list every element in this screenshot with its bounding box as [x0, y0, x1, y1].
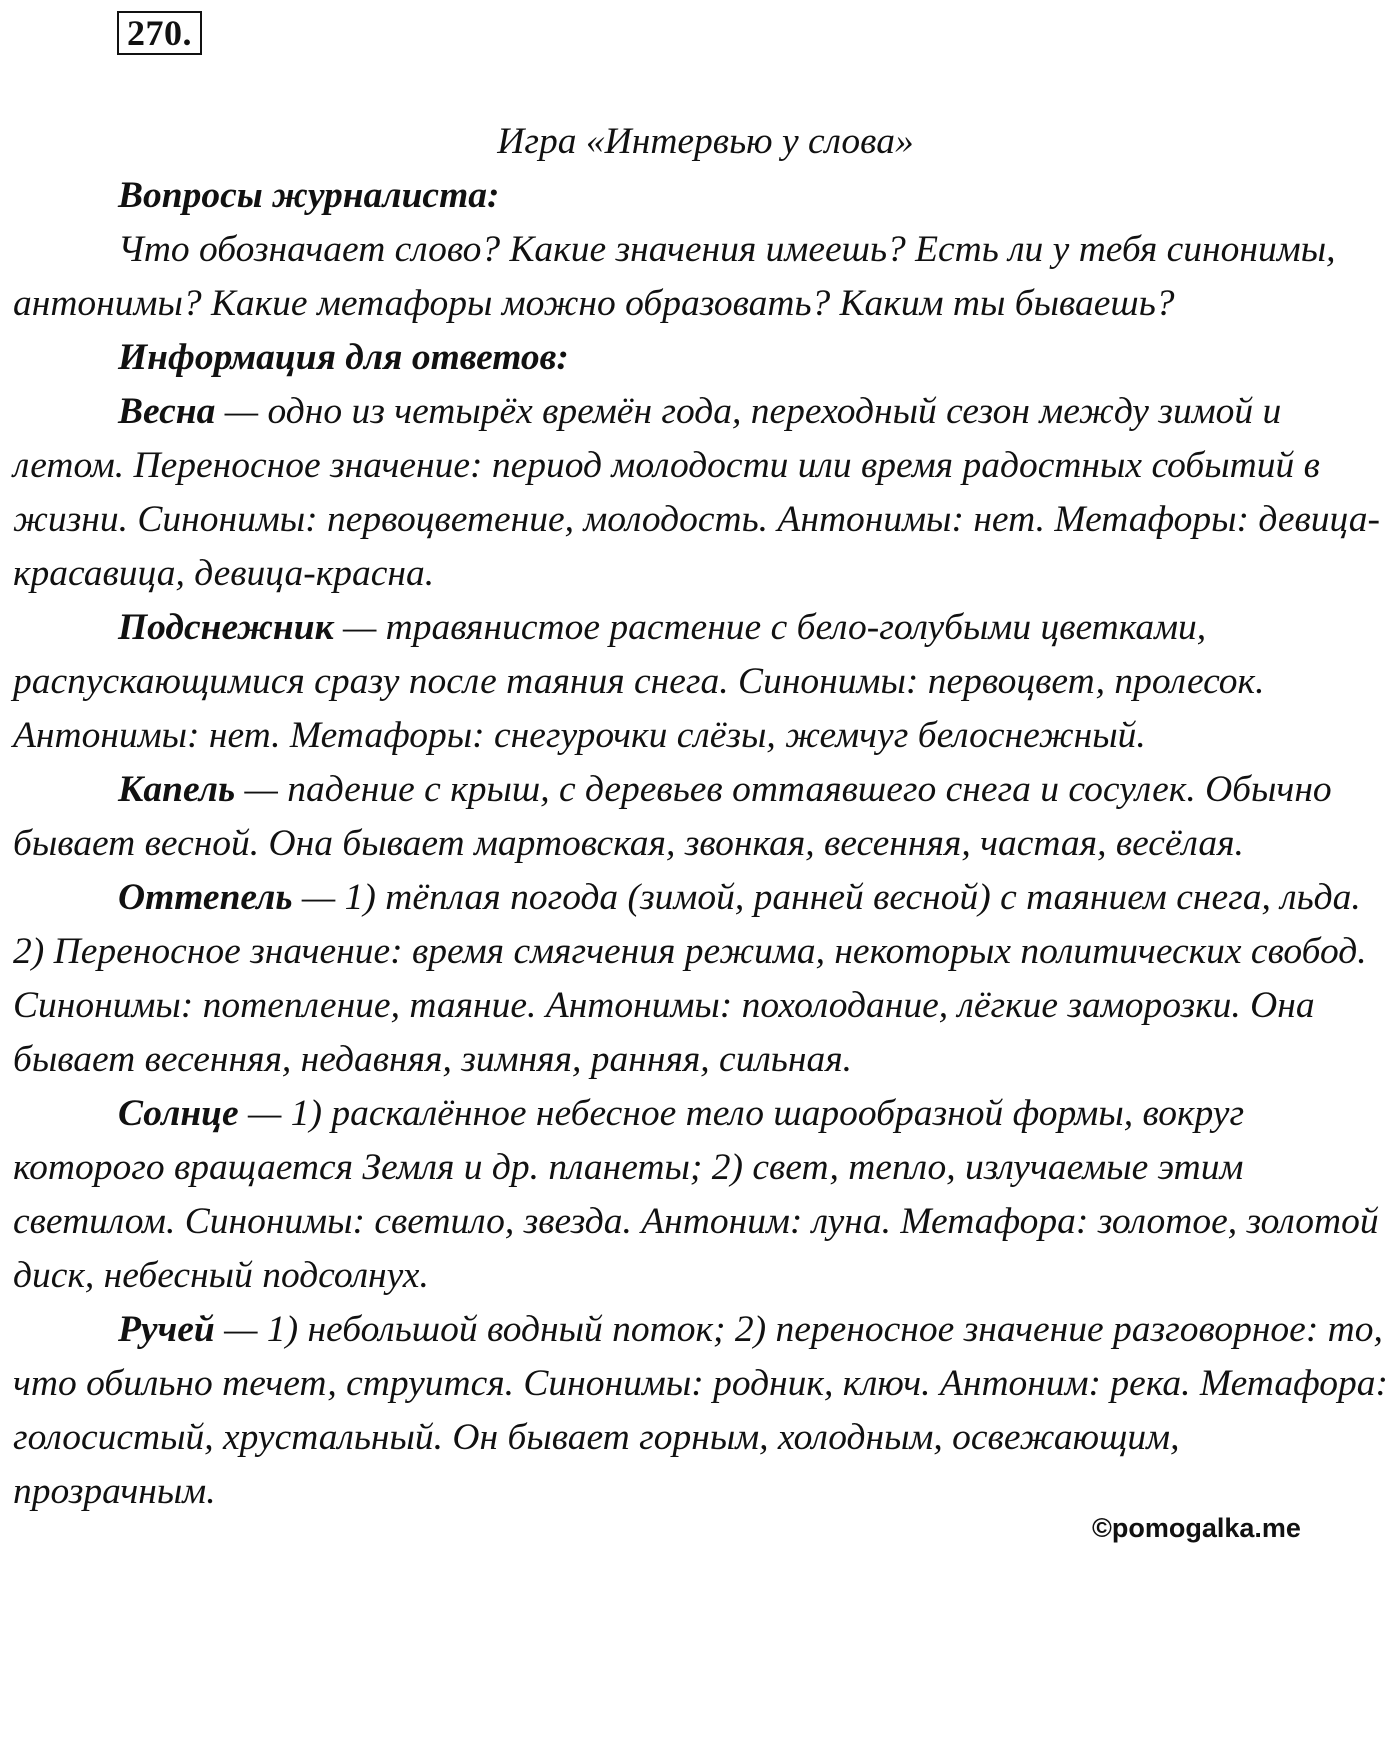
- entry-podsnezhnik: [13, 601, 1388, 763]
- site-watermark: ©pomogalka.me: [1088, 1513, 1305, 1543]
- entry-term: Подснежник: [118, 607, 334, 648]
- entry-term: Оттепель: [118, 877, 293, 918]
- entry-term: Капель: [118, 769, 236, 810]
- entry-definition: — травянистое растение с бело-голубыми цветками, распускающимися сразу после таяния снега. Синонимы: первоцвет, пролесок. Антонимы: нет. Метафоры: снегурочки слёзы, жемчуг белоснежный.: [13, 607, 1265, 756]
- entry-definition: — падение с крыш, с деревьев оттаявшего снега и сосулек. Обычно бывает весной. Она бывает мартовская, звонкая, весенняя, частая, весёлая.: [13, 769, 1332, 864]
- journalist-questions-text: Что обозначает слово? Какие значения имеешь? Есть ли у тебя синонимы, антонимы? Какие метафоры можно образовать? Каким ты бываешь?: [13, 229, 1336, 324]
- entry-term: Весна: [118, 391, 216, 432]
- entry-definition: — 1) раскалённое небесное тело шарообразной формы, вокруг которого вращается Земля и др. планеты; 2) свет, тепло, излучаемые этим светилом. Синонимы: светило, звезда. Антоним: луна. Метафора: золотое, золотой диск, небесный подсолнух.: [13, 1093, 1379, 1296]
- entry-term: Ручей: [118, 1309, 215, 1350]
- entry-definition: — 1) тёплая погода (зимой, ранней весной) с таянием снега, льда. 2) Переносное значение: время смягчения режима, некоторых политических свобод. Синонимы: потепление, таяние. Антонимы: похолодание, лёгкие заморозки. Она бывает весенняя, недавняя, зимняя, ранняя, сильная.: [13, 877, 1367, 1080]
- task-number: 270.: [117, 11, 202, 55]
- journalist-questions-heading: Вопросы журналиста:: [118, 175, 500, 216]
- entry-definition: — одно из четырёх времён года, переходный сезон между зимой и летом. Переносное значение: период молодости или время радостных событий в жизни. Синонимы: первоцветение, молодость. Антонимы: нет. Метафоры: девица-красавица, девица-красна.: [13, 391, 1380, 594]
- entry-vesna: [13, 385, 1388, 601]
- entry-ottepel: [13, 871, 1388, 1087]
- entry-definition: — 1) небольшой водный поток; 2) переносное значение разговорное: то, что обильно течет, струится. Синонимы: родник, ключ. Антоним: река. Метафора: голосистый, хрустальный. Он бывает горным, холодным, освежающим, прозрачным.: [13, 1309, 1388, 1512]
- answers-heading: Информация для ответов:: [118, 337, 569, 378]
- game-title: Игра «Интервью у слова»: [497, 121, 914, 162]
- answer-text: [13, 115, 1388, 1519]
- entry-solntse: [13, 1087, 1388, 1303]
- entry-ruchei: [13, 1303, 1388, 1519]
- entry-kapel: [13, 763, 1388, 871]
- entry-term: Солнце: [118, 1093, 239, 1134]
